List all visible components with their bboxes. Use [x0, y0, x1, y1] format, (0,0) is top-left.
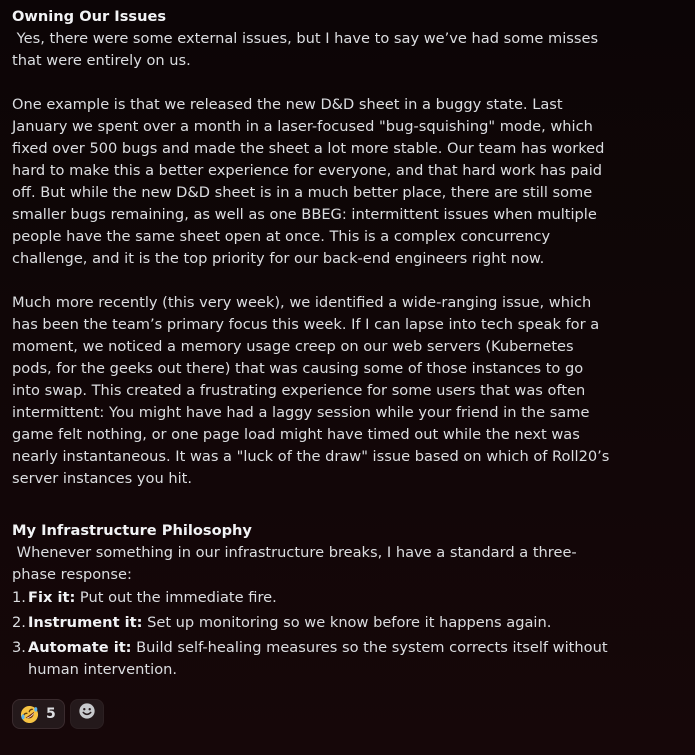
list-item: 3. Automate it: Build self-healing measures so the system corrects itself without human intervention. [12, 639, 608, 678]
paragraph-memory-issue: Much more recently (this very week), we identified a wide-ranging issue, which has been the team’s primary focus this week. If I can lapse into tech speak for a moment, we noticed a memory usage creep on our web servers (Kubernetes pods, for the geeks out there) that was causing some of those instances to go into swap. This created a frustrating experience for some users that was often intermittent: You might have had a laggy session while your friend in the same game felt nothing, or one page load might have timed out while the next was nearly instantaneous. It was a "luck of the draw" issue based on which of Roll20’s server instances you hit. [12, 294, 615, 487]
paragraph-dnd-sheet: One example is that we released the new D&D sheet in a buggy state. Last January we spent over a month in a laser-focused "bug-squishing" mode, which fixed over 500 bugs and made the sheet a lot more stable. Our team has worked hard to make this a better experience for everyone, and that hard work has paid off. But while the new D&D sheet is in a much better place, there are still some smaller bugs remaining, as well as one BBEG: intermittent issues when multiple people have the same sheet open at once. This is a complex concurrency challenge, and it is the top priority for our back-end engineers right now. [12, 96, 610, 267]
section-heading-owning-issues: Owning Our Issues [12, 8, 167, 25]
list-item: 2. Instrument it: Set up monitoring so we know before it happens again. [12, 614, 552, 631]
paragraph-three-phase: Whenever something in our infrastructure breaks, I have a standard a three-phase response: [12, 544, 577, 583]
paragraph-intro: Yes, there were some external issues, but I have to say we’ve had some misses that were entirely on us. [12, 30, 603, 69]
three-phase-list [12, 586, 612, 683]
section-heading-infrastructure: My Infrastructure Philosophy [12, 522, 252, 539]
reaction-count: 5 [46, 706, 56, 722]
list-item: 1. Fix it: Put out the immediate fire. [12, 589, 277, 606]
add-reaction-button[interactable] [70, 699, 104, 729]
smiley-add-reaction-icon [78, 702, 96, 727]
message-body [12, 6, 615, 683]
reactions-bar [12, 699, 104, 729]
reaction-rofl[interactable] [12, 699, 65, 729]
rolling-on-floor-laughing-icon [20, 705, 39, 724]
